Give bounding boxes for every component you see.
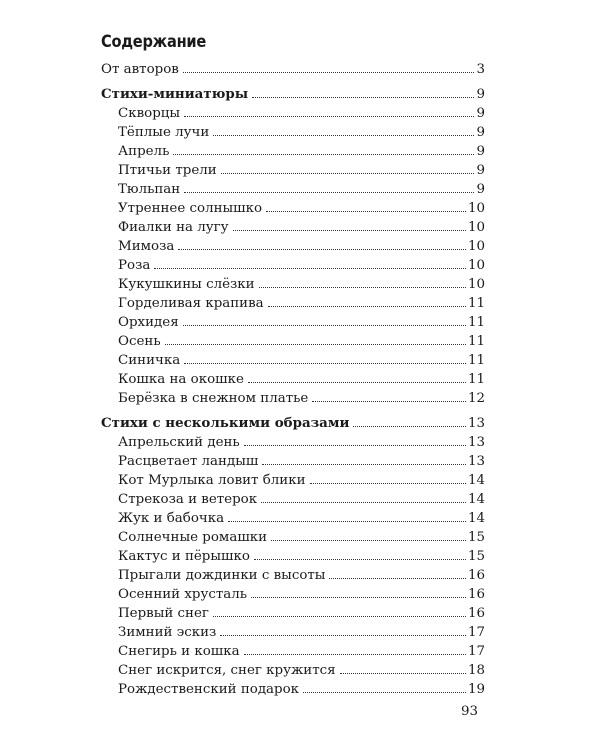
dot-leader [184,116,474,117]
toc-entry-title: Осенний хрусталь [118,587,248,602]
toc-entry-page: 9 [476,125,485,140]
dot-leader [183,72,475,73]
dot-leader [244,445,466,446]
toc-entry-title: Орхидея [118,315,179,330]
dot-leader [262,464,466,465]
toc-entry [101,256,485,275]
toc-entry [101,585,485,604]
toc-entry-title: Первый снег [118,606,209,621]
toc-entry-title: Солнечные ромашки [118,530,268,545]
toc-entry-page: 10 [467,220,485,235]
toc-entry-page: 11 [467,353,485,368]
toc-entry-page: 10 [467,239,485,254]
toc-entry-page: 15 [467,530,485,545]
dot-leader [353,426,466,427]
dot-leader [266,211,466,212]
toc-entry [101,566,485,585]
toc-entry-title: Апрель [118,144,170,159]
toc-entry [101,104,485,123]
toc-entry-page: 13 [467,416,485,431]
dot-leader [213,135,474,136]
toc-entry [101,123,485,142]
toc-entry-title: Кот Мурлыка ловит блики [118,473,306,488]
toc-entry [101,604,485,623]
toc-entry [101,294,485,313]
toc-entry-title: Роза [118,258,151,273]
toc-entry-page: 13 [467,435,485,450]
toc-entry-title: Осень [118,334,161,349]
toc-entry [101,547,485,566]
page-number: 93 [461,704,479,719]
dot-leader [221,173,475,174]
page-title: Содержание [101,32,207,52]
toc-entry-title: Снег искрится, снег кружится [118,663,336,678]
dot-leader [268,306,466,307]
toc-entry [101,433,485,452]
dot-leader [220,635,466,636]
dot-leader [183,325,466,326]
toc-entry-title: Кукушкины слёзки [118,277,255,292]
toc-section-entry [101,85,485,104]
dot-leader [252,97,474,98]
toc-entry-page: 14 [467,492,485,507]
toc-entry-title: Скворцы [118,106,181,121]
toc-entry-title: Зимний эскиз [118,625,217,640]
toc-entry-page: 16 [467,606,485,621]
toc-entry [101,161,485,180]
toc-entry-page: 10 [467,277,485,292]
toc-section-entry [101,414,485,433]
toc-entry-title: Стрекоза и ветерок [118,492,258,507]
toc-entry [101,237,485,256]
toc-entry-page: 9 [476,87,485,102]
toc-entry-title: Апрельский день [118,435,240,450]
toc-entry-page: 9 [476,144,485,159]
toc-entry-page: 9 [476,106,485,121]
toc-entry-page: 15 [467,549,485,564]
toc-entry [101,623,485,642]
toc-entry-page: 3 [476,62,485,77]
toc-entry [101,332,485,351]
toc-entry-page: 16 [467,568,485,583]
toc-entry [101,180,485,199]
toc-entry-title: Кактус и пёрышко [118,549,250,564]
dot-leader [310,483,466,484]
dot-leader [248,382,466,383]
toc-entry-title: Фиалки на лугу [118,220,229,235]
toc-entry-title: Кошка на окошке [118,372,244,387]
dot-leader [303,692,466,693]
dot-leader [213,616,466,617]
toc-entry-page: 13 [467,454,485,469]
toc-entry-page: 10 [467,201,485,216]
toc-entry-page: 14 [467,511,485,526]
dot-leader [261,502,466,503]
dot-leader [244,654,466,655]
toc-entry [101,680,485,699]
toc-entry [101,275,485,294]
toc-entry-title: Птичьи трели [118,163,217,178]
toc-entry-title: Рождественский подарок [118,682,300,697]
dot-leader [259,287,466,288]
dot-leader [154,268,466,269]
toc-entry-title: Прыгали дождинки с высоты [118,568,326,583]
dot-leader [312,401,466,402]
dot-leader [233,230,466,231]
toc-entry-title: Утреннее солнышко [118,201,263,216]
toc-entry-title: От авторов [101,62,179,77]
toc-entry-title: Тёплые лучи [118,125,210,140]
toc-entry-page: 12 [467,391,485,406]
toc-entry-page: 11 [467,296,485,311]
toc-entry [101,509,485,528]
toc-entry-page: 11 [467,372,485,387]
toc-entry [101,370,485,389]
toc-entry [101,661,485,680]
dot-leader [254,559,466,560]
toc-entry-page: 11 [467,334,485,349]
toc-entry [101,60,485,79]
toc-entry-title: Берёзка в снежном платье [118,391,309,406]
dot-leader [165,344,466,345]
dot-leader [184,363,466,364]
toc-entry-page: 14 [467,473,485,488]
dot-leader [271,540,466,541]
toc-entry-title: Горделивая крапива [118,296,264,311]
toc-entry-page: 11 [467,315,485,330]
toc-entry-title: Жук и бабочка [118,511,225,526]
toc-entry-title: Стихи-миниатюры [101,86,249,102]
toc-entry [101,471,485,490]
dot-leader [340,673,466,674]
toc-entry-page: 18 [467,663,485,678]
toc-entry-title: Синичка [118,353,181,368]
toc-entry [101,452,485,471]
toc-entry-page: 9 [476,163,485,178]
toc-entry-page: 9 [476,182,485,197]
toc-entry [101,351,485,370]
toc-entry [101,218,485,237]
toc-entry [101,199,485,218]
dot-leader [173,154,474,155]
toc-entry-title: Расцветает ландыш [118,454,259,469]
toc-entry [101,642,485,661]
toc-entry-title: Снегирь и кошка [118,644,240,659]
toc-entry-page: 17 [467,644,485,659]
toc-entry-page: 10 [467,258,485,273]
toc-entry-title: Тюльпан [118,182,181,197]
dot-leader [329,578,466,579]
toc-entry [101,389,485,408]
toc-entry-title: Стихи с несколькими образами [101,415,350,431]
toc-entry-page: 16 [467,587,485,602]
table-of-contents [101,60,485,699]
toc-entry-page: 19 [467,682,485,697]
toc-entry [101,313,485,332]
toc-entry [101,528,485,547]
dot-leader [251,597,466,598]
toc-entry-title: Мимоза [118,239,175,254]
toc-entry-page: 17 [467,625,485,640]
toc-entry [101,142,485,161]
toc-entry [101,490,485,509]
dot-leader [178,249,466,250]
dot-leader [228,521,466,522]
dot-leader [184,192,474,193]
